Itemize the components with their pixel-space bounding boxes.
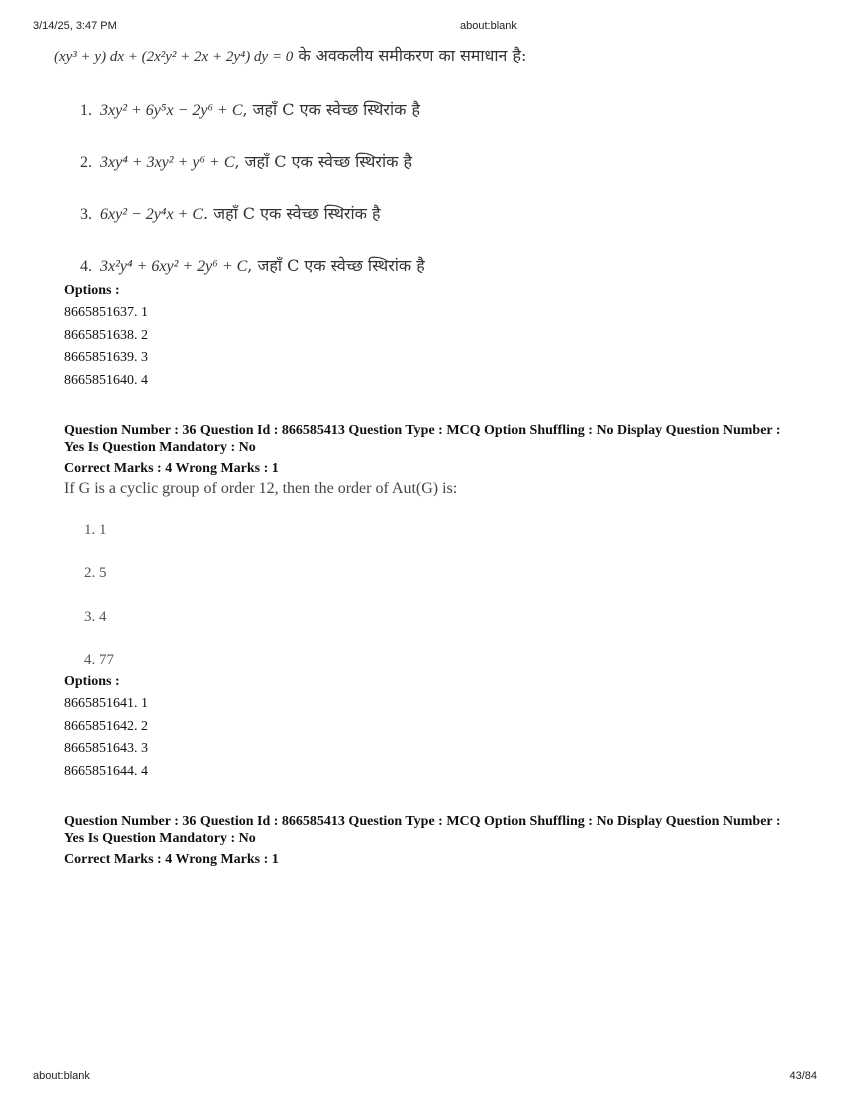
question2-choice-1: 1. 1 xyxy=(84,522,107,538)
options-label: Options : xyxy=(64,674,120,689)
choice-number: 2. xyxy=(80,154,92,171)
question1-choice-1 xyxy=(80,98,420,120)
option-row: 8665851641. 1 xyxy=(64,696,148,711)
question2-meta: Question Number : 36 Question Id : 866585413 Question Type : MCQ Option Shuffling : No Display Question Number : Yes Is Question Mandatory : No xyxy=(64,423,781,455)
choice-expression: 3xy⁴ + 3xy² + y⁶ + C xyxy=(100,154,235,171)
option-row: 8665851638. 2 xyxy=(64,328,148,343)
option-row: 8665851644. 4 xyxy=(64,764,148,779)
choice-expression: 3xy² + 6y⁵x − 2y⁶ + C xyxy=(100,102,243,119)
question2-choice-3: 3. 4 xyxy=(84,609,107,625)
choice-number: 3. xyxy=(80,206,92,223)
question3-marks: Correct Marks : 4 Wrong Marks : 1 xyxy=(64,852,279,867)
question1-choice-4 xyxy=(80,254,425,276)
option-row: 8665851642. 2 xyxy=(64,719,148,734)
question3-meta: Question Number : 36 Question Id : 866585413 Question Type : MCQ Option Shuffling : No Display Question Number : Yes Is Question Mandatory : No xyxy=(64,814,781,846)
option-row: 8665851640. 4 xyxy=(64,373,148,388)
print-page-number: 43/84 xyxy=(789,1070,817,1082)
print-page-title: about:blank xyxy=(460,20,517,32)
choice-suffix: , जहाँ C एक स्वेच्छ स्थिरांक है xyxy=(242,100,420,119)
question1-choice-2 xyxy=(80,150,412,172)
choice-number: 4. xyxy=(80,258,92,275)
question2-choice-4: 4. 77 xyxy=(84,652,114,668)
choice-suffix: , जहाँ C एक स्वेच्छ स्थिरांक है xyxy=(247,256,425,275)
print-footer-url: about:blank xyxy=(33,1070,90,1082)
choice-expression: 3x²y⁴ + 6xy² + 2y⁶ + C xyxy=(100,258,248,275)
choice-suffix: , जहाँ C एक स्वेच्छ स्थिरांक है xyxy=(234,152,412,171)
print-datetime: 3/14/25, 3:47 PM xyxy=(33,20,117,32)
option-row: 8665851639. 3 xyxy=(64,350,148,365)
question1-statement xyxy=(54,44,526,66)
question2-choice-2: 2. 5 xyxy=(84,565,107,581)
choice-suffix: . जहाँ C एक स्वेच्छ स्थिरांक है xyxy=(203,204,381,223)
question1-choice-3 xyxy=(80,202,381,224)
question1-equation: (xy³ + y) dx + (2x²y² + 2x + 2y⁴) dy = 0 xyxy=(54,49,294,65)
choice-expression: 6xy² − 2y⁴x + C xyxy=(100,206,204,223)
question1-hindi-text: के अवकलीय समीकरण का समाधान है: xyxy=(298,46,527,65)
options-label: Options : xyxy=(64,283,120,298)
option-row: 8665851637. 1 xyxy=(64,305,148,320)
question2-marks: Correct Marks : 4 Wrong Marks : 1 xyxy=(64,461,279,476)
choice-number: 1. xyxy=(80,102,92,119)
question2-text: If G is a cyclic group of order 12, then the order of Aut(G) is: xyxy=(64,480,458,497)
option-row: 8665851643. 3 xyxy=(64,741,148,756)
